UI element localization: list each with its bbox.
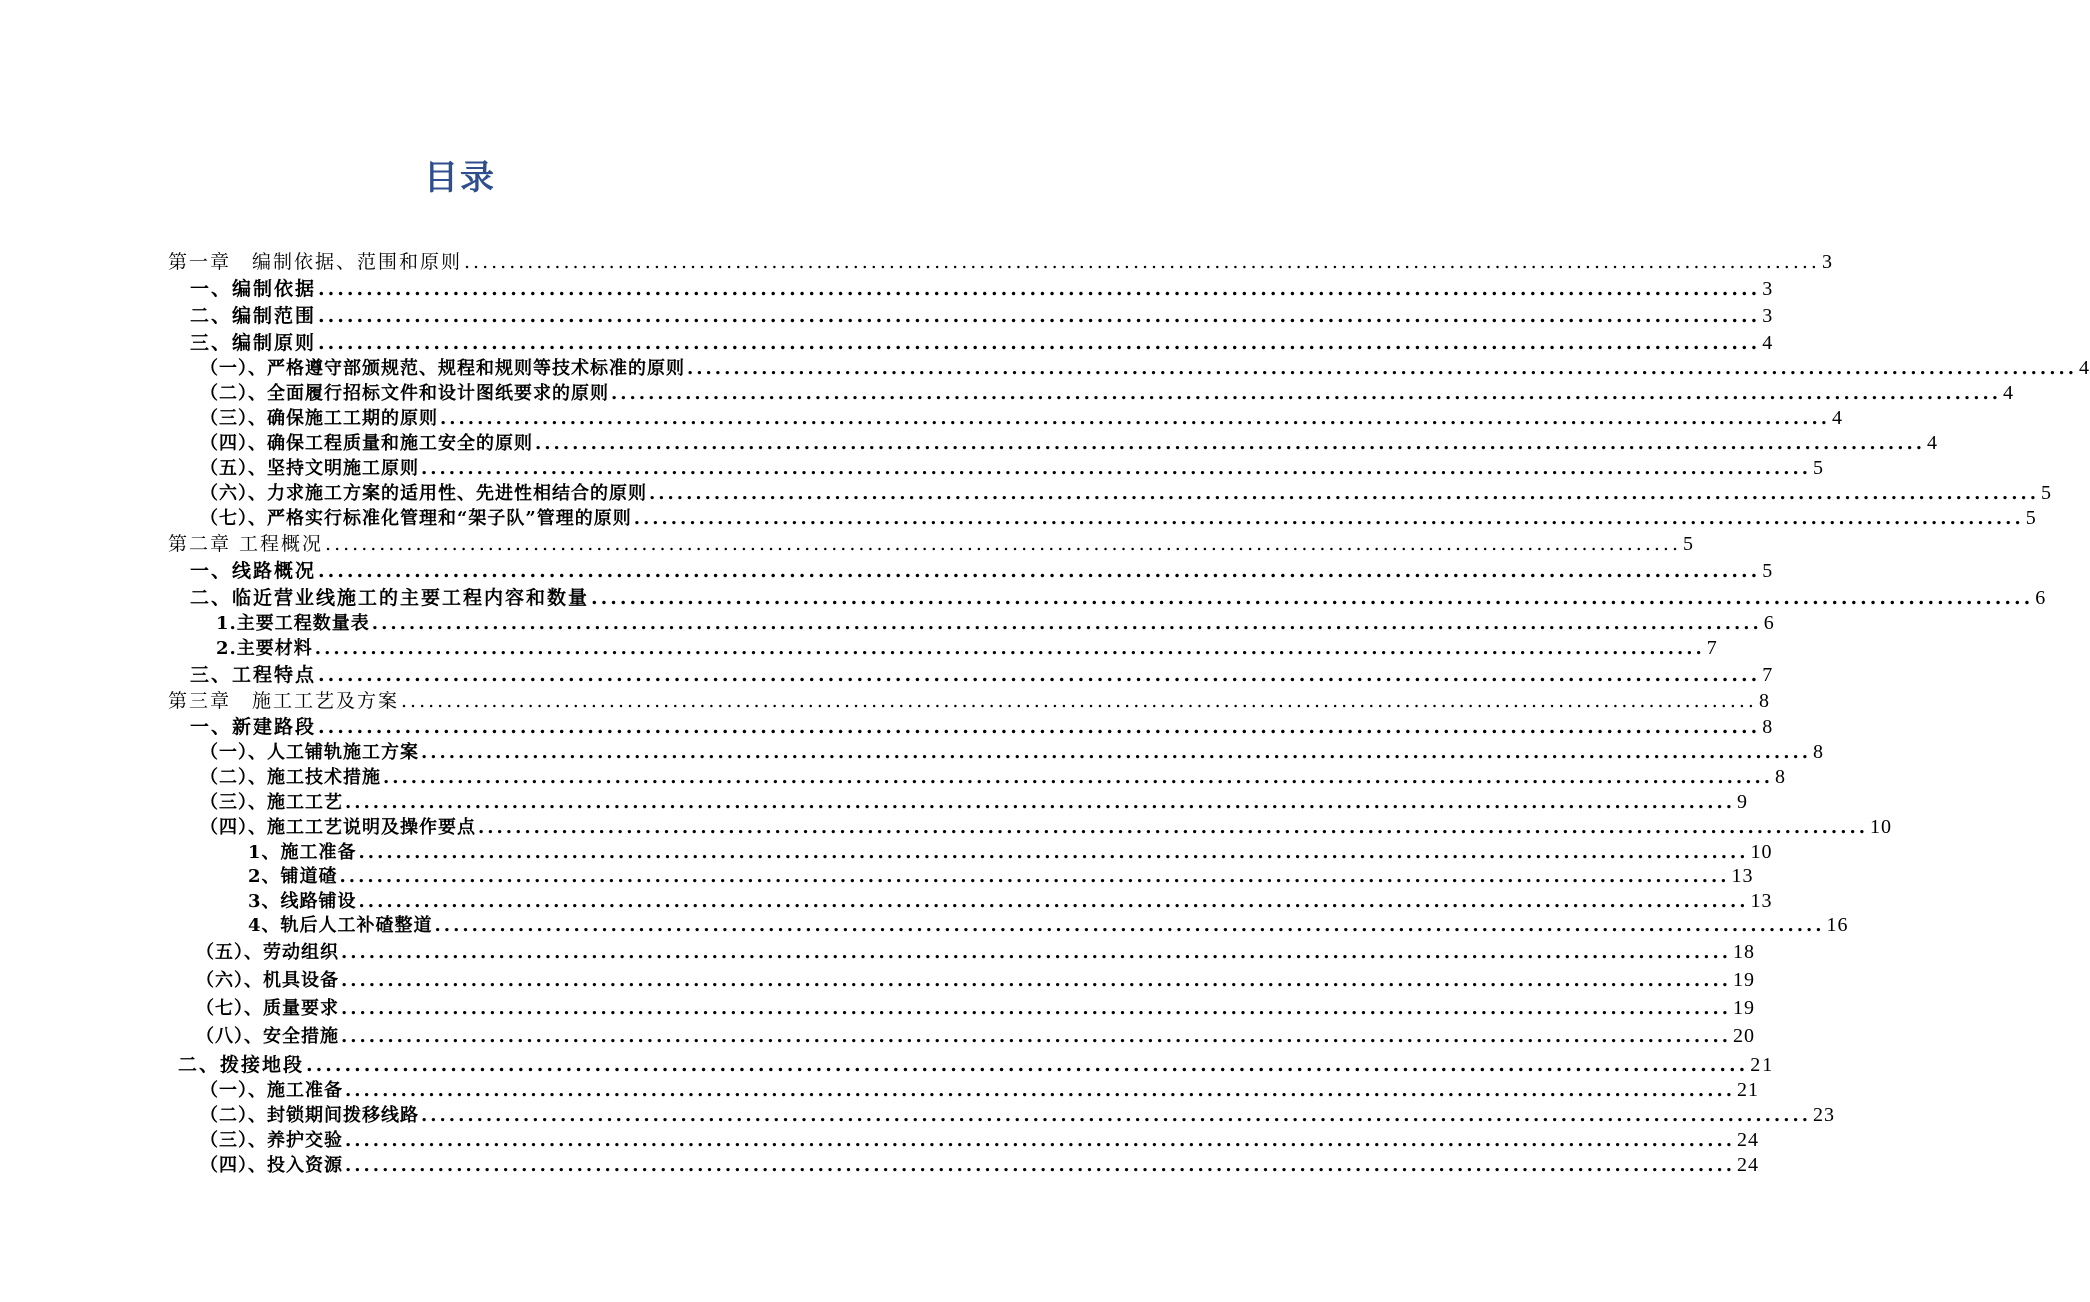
dot-leader: ...................................................................................................................................................... xyxy=(318,716,1761,738)
toc-entry-page: 4 xyxy=(2003,382,2014,404)
toc-entry-label: （四）、施工工艺说明及操作要点 xyxy=(200,817,476,838)
toc-entry-label: （七）、严格实行标准化管理和“架子队”管理的原则 xyxy=(200,508,632,529)
toc-entry-page: 23 xyxy=(1813,1104,1835,1126)
toc-entry[interactable] xyxy=(196,938,1755,964)
toc-entry-page: 5 xyxy=(2041,482,2052,504)
toc-entry-label: （三）、确保施工工期的原则 xyxy=(200,408,438,429)
toc-entry[interactable] xyxy=(190,712,1775,739)
dot-leader: ...................................................................................................................................................... xyxy=(591,587,2034,609)
toc-entry[interactable] xyxy=(200,479,2052,505)
toc-entry-label: 三、编制原则 xyxy=(190,332,317,354)
toc-entry-label: （七）、质量要求 xyxy=(196,998,339,1019)
toc-entry-page: 5 xyxy=(1813,457,1824,479)
dot-leader: ...................................................................................................................................................... xyxy=(535,433,1925,454)
dot-leader: ...................................................................................................................................................... xyxy=(345,1130,1735,1151)
toc-entry[interactable] xyxy=(190,301,1775,328)
toc-entry-page: 9 xyxy=(1737,791,1748,813)
dot-leader: ...................................................................................................................................................... xyxy=(371,613,1762,634)
toc-entry-page: 8 xyxy=(1775,766,1786,788)
toc-entry-label: 一、线路概况 xyxy=(190,560,317,582)
toc-entry-page: 5 xyxy=(1762,560,1775,582)
toc-entry[interactable] xyxy=(248,838,1773,864)
toc-entry[interactable] xyxy=(196,1022,1755,1048)
toc-entry-page: 6 xyxy=(2035,587,2048,609)
toc-entry-page: 8 xyxy=(1758,690,1771,712)
dot-leader: ...................................................................................................................................................... xyxy=(318,332,1761,354)
toc-entry-page: 10 xyxy=(1870,816,1892,838)
dot-leader: ...................................................................................................................................................... xyxy=(345,1155,1735,1176)
toc-entry-page: 24 xyxy=(1737,1154,1759,1176)
toc-entry[interactable] xyxy=(200,813,1892,839)
toc-entry[interactable] xyxy=(190,583,2048,610)
toc-entry-page: 3 xyxy=(1821,251,1834,273)
toc-entry[interactable] xyxy=(190,274,1775,301)
toc-entry-label: 第一章 编制依据、范围和原则 xyxy=(168,251,463,273)
toc-entry-page: 5 xyxy=(1682,533,1695,555)
toc-entry-page: 16 xyxy=(1826,914,1849,936)
toc-entry-chapter-2[interactable] xyxy=(168,529,1695,556)
toc-entry-label: 二、编制范围 xyxy=(190,305,317,327)
toc-entry[interactable] xyxy=(200,504,2037,530)
dot-leader: ...................................................................................................................................................... xyxy=(341,970,1731,991)
dot-leader: ...................................................................................................................................................... xyxy=(464,251,1820,273)
toc-title: 目录 xyxy=(424,158,496,198)
toc-entry[interactable] xyxy=(200,1076,1759,1102)
toc-entry-label: 第三章 施工工艺及方案 xyxy=(168,690,400,712)
toc-entry-page: 4 xyxy=(1762,332,1775,354)
toc-entry[interactable] xyxy=(200,354,2090,380)
toc-entry-label: （一）、严格遵守部颁规范、规程和规则等技术标准的原则 xyxy=(200,358,685,379)
toc-entry-label: （三）、施工工艺 xyxy=(200,792,343,813)
toc-entry-label: （六）、机具设备 xyxy=(196,970,339,991)
toc-entry-page: 4 xyxy=(2079,357,2090,379)
toc-entry[interactable] xyxy=(200,738,1824,764)
toc-entry-page: 24 xyxy=(1737,1129,1759,1151)
dot-leader: ...................................................................................................................................................... xyxy=(341,1026,1731,1047)
dot-leader: ...................................................................................................................................................... xyxy=(358,842,1749,863)
toc-entry[interactable] xyxy=(200,763,1786,789)
toc-entry-page: 7 xyxy=(1762,664,1775,686)
toc-entry[interactable] xyxy=(248,862,1754,888)
toc-entry[interactable] xyxy=(216,609,1775,635)
dot-leader: ...................................................................................................................................................... xyxy=(401,690,1757,712)
dot-leader: ...................................................................................................................................................... xyxy=(478,817,1868,838)
toc-entry-label: （二）、封锁期间拨移线路 xyxy=(200,1105,419,1126)
toc-entry-page: 8 xyxy=(1813,741,1824,763)
dot-leader: ...................................................................................................................................................... xyxy=(687,358,2077,379)
toc-entry-label: （六）、力求施工方案的适用性、先进性相结合的原则 xyxy=(200,483,647,504)
toc-entry-label: （三）、养护交验 xyxy=(200,1130,343,1151)
dot-leader: ...................................................................................................................................................... xyxy=(611,383,2001,404)
toc-entry-page: 6 xyxy=(1763,612,1775,634)
toc-entry-page: 13 xyxy=(1731,865,1754,887)
dot-leader: ...................................................................................................................................................... xyxy=(318,278,1761,300)
toc-entry-page: 4 xyxy=(1927,432,1938,454)
toc-entry-chapter-1[interactable] xyxy=(168,247,1834,274)
toc-entry[interactable] xyxy=(200,1101,1835,1127)
toc-entry-page: 10 xyxy=(1750,841,1773,863)
dot-leader: ...................................................................................................................................................... xyxy=(314,638,1705,659)
toc-entry-label: （一）、施工准备 xyxy=(200,1080,343,1101)
toc-entry[interactable] xyxy=(190,328,1775,355)
dot-leader: ...................................................................................................................................................... xyxy=(633,508,2024,529)
toc-entry[interactable] xyxy=(196,966,1755,992)
toc-entry-label: 二、拨接地段 xyxy=(178,1054,305,1076)
dot-leader: ...................................................................................................................................................... xyxy=(421,458,1811,479)
toc-entry-page: 7 xyxy=(1706,637,1718,659)
toc-entry[interactable] xyxy=(200,1151,1759,1177)
toc-entry-page: 19 xyxy=(1733,997,1755,1019)
toc-entry-page: 20 xyxy=(1733,1025,1755,1047)
toc-entry[interactable] xyxy=(200,429,1938,455)
toc-entry-page: 3 xyxy=(1762,305,1775,327)
toc-entry-label: 一、新建路段 xyxy=(190,716,317,738)
dot-leader: ...................................................................................................................................................... xyxy=(341,942,1731,963)
toc-entry-chapter-3[interactable] xyxy=(168,686,1771,713)
toc-entry[interactable] xyxy=(200,1126,1759,1152)
toc-entry[interactable] xyxy=(248,887,1773,913)
toc-entry-page: 5 xyxy=(2025,507,2037,529)
toc-entry-label: 第二章 工程概况 xyxy=(168,533,324,555)
toc-entry-label: 4、轨后人工补碴整道 xyxy=(248,915,433,936)
toc-entry-label: （四）、确保工程质量和施工安全的原则 xyxy=(200,433,533,454)
toc-entry-label: （二）、全面履行招标文件和设计图纸要求的原则 xyxy=(200,383,609,404)
dot-leader: ...................................................................................................................................................... xyxy=(345,792,1735,813)
toc-entry-page: 8 xyxy=(1762,716,1775,738)
toc-entry[interactable] xyxy=(200,379,2014,405)
toc-entry-label: 2.主要材料 xyxy=(216,638,313,659)
toc-entry-label: 1.主要工程数量表 xyxy=(216,613,370,634)
dot-leader: ...................................................................................................................................................... xyxy=(318,664,1761,686)
toc-entry-page: 21 xyxy=(1750,1054,1775,1076)
toc-entry[interactable] xyxy=(178,1050,1775,1077)
toc-entry-label: （一）、人工铺轨施工方案 xyxy=(200,742,419,763)
toc-entry[interactable] xyxy=(200,404,1843,430)
dot-leader: ...................................................................................................................................................... xyxy=(358,891,1749,912)
dot-leader: ...................................................................................................................................................... xyxy=(318,305,1761,327)
dot-leader: ...................................................................................................................................................... xyxy=(306,1054,1749,1076)
dot-leader: ...................................................................................................................................................... xyxy=(383,767,1773,788)
toc-entry-label: 三、工程特点 xyxy=(190,664,317,686)
toc-entry[interactable] xyxy=(248,911,1849,937)
toc-entry-label: 二、临近营业线施工的主要工程内容和数量 xyxy=(190,587,590,609)
toc-entry-label: 一、编制依据 xyxy=(190,278,317,300)
toc-entry-label: （五）、劳动组织 xyxy=(196,942,339,963)
toc-entry[interactable] xyxy=(200,454,1824,480)
toc-entry[interactable] xyxy=(190,660,1775,687)
toc-entry-label: （二）、施工技术措施 xyxy=(200,767,381,788)
dot-leader: ...................................................................................................................................................... xyxy=(339,866,1730,887)
dot-leader: ...................................................................................................................................................... xyxy=(434,915,1825,936)
toc-entry-page: 18 xyxy=(1733,941,1755,963)
toc-entry-page: 4 xyxy=(1832,407,1843,429)
toc-entry-label: 2、铺道碴 xyxy=(248,866,338,887)
toc-entry-page: 19 xyxy=(1733,969,1755,991)
toc-entry[interactable] xyxy=(190,556,1775,583)
toc-entry-label: 1、施工准备 xyxy=(248,842,357,863)
toc-entry[interactable] xyxy=(200,788,1748,814)
toc-entry-page: 13 xyxy=(1750,890,1773,912)
toc-entry-page: 21 xyxy=(1737,1079,1759,1101)
dot-leader: ...................................................................................................................................................... xyxy=(318,560,1761,582)
toc-entry-page: 3 xyxy=(1762,278,1775,300)
dot-leader: ...................................................................................................................................................... xyxy=(421,742,1811,763)
toc-entry-label: （五）、坚持文明施工原则 xyxy=(200,458,419,479)
toc-entry-label: （四）、投入资源 xyxy=(200,1155,343,1176)
toc-entry[interactable] xyxy=(196,994,1755,1020)
toc-entry-label: （八）、安全措施 xyxy=(196,1026,339,1047)
dot-leader: ...................................................................................................................................................... xyxy=(421,1105,1811,1126)
dot-leader: ...................................................................................................................................................... xyxy=(345,1080,1735,1101)
dot-leader: ...................................................................................................................................................... xyxy=(325,533,1681,555)
dot-leader: ...................................................................................................................................................... xyxy=(341,998,1731,1019)
dot-leader: ...................................................................................................................................................... xyxy=(440,408,1830,429)
toc-entry-label: 3、线路铺设 xyxy=(248,891,357,912)
toc-entry[interactable] xyxy=(216,634,1718,660)
dot-leader: ...................................................................................................................................................... xyxy=(649,483,2039,504)
